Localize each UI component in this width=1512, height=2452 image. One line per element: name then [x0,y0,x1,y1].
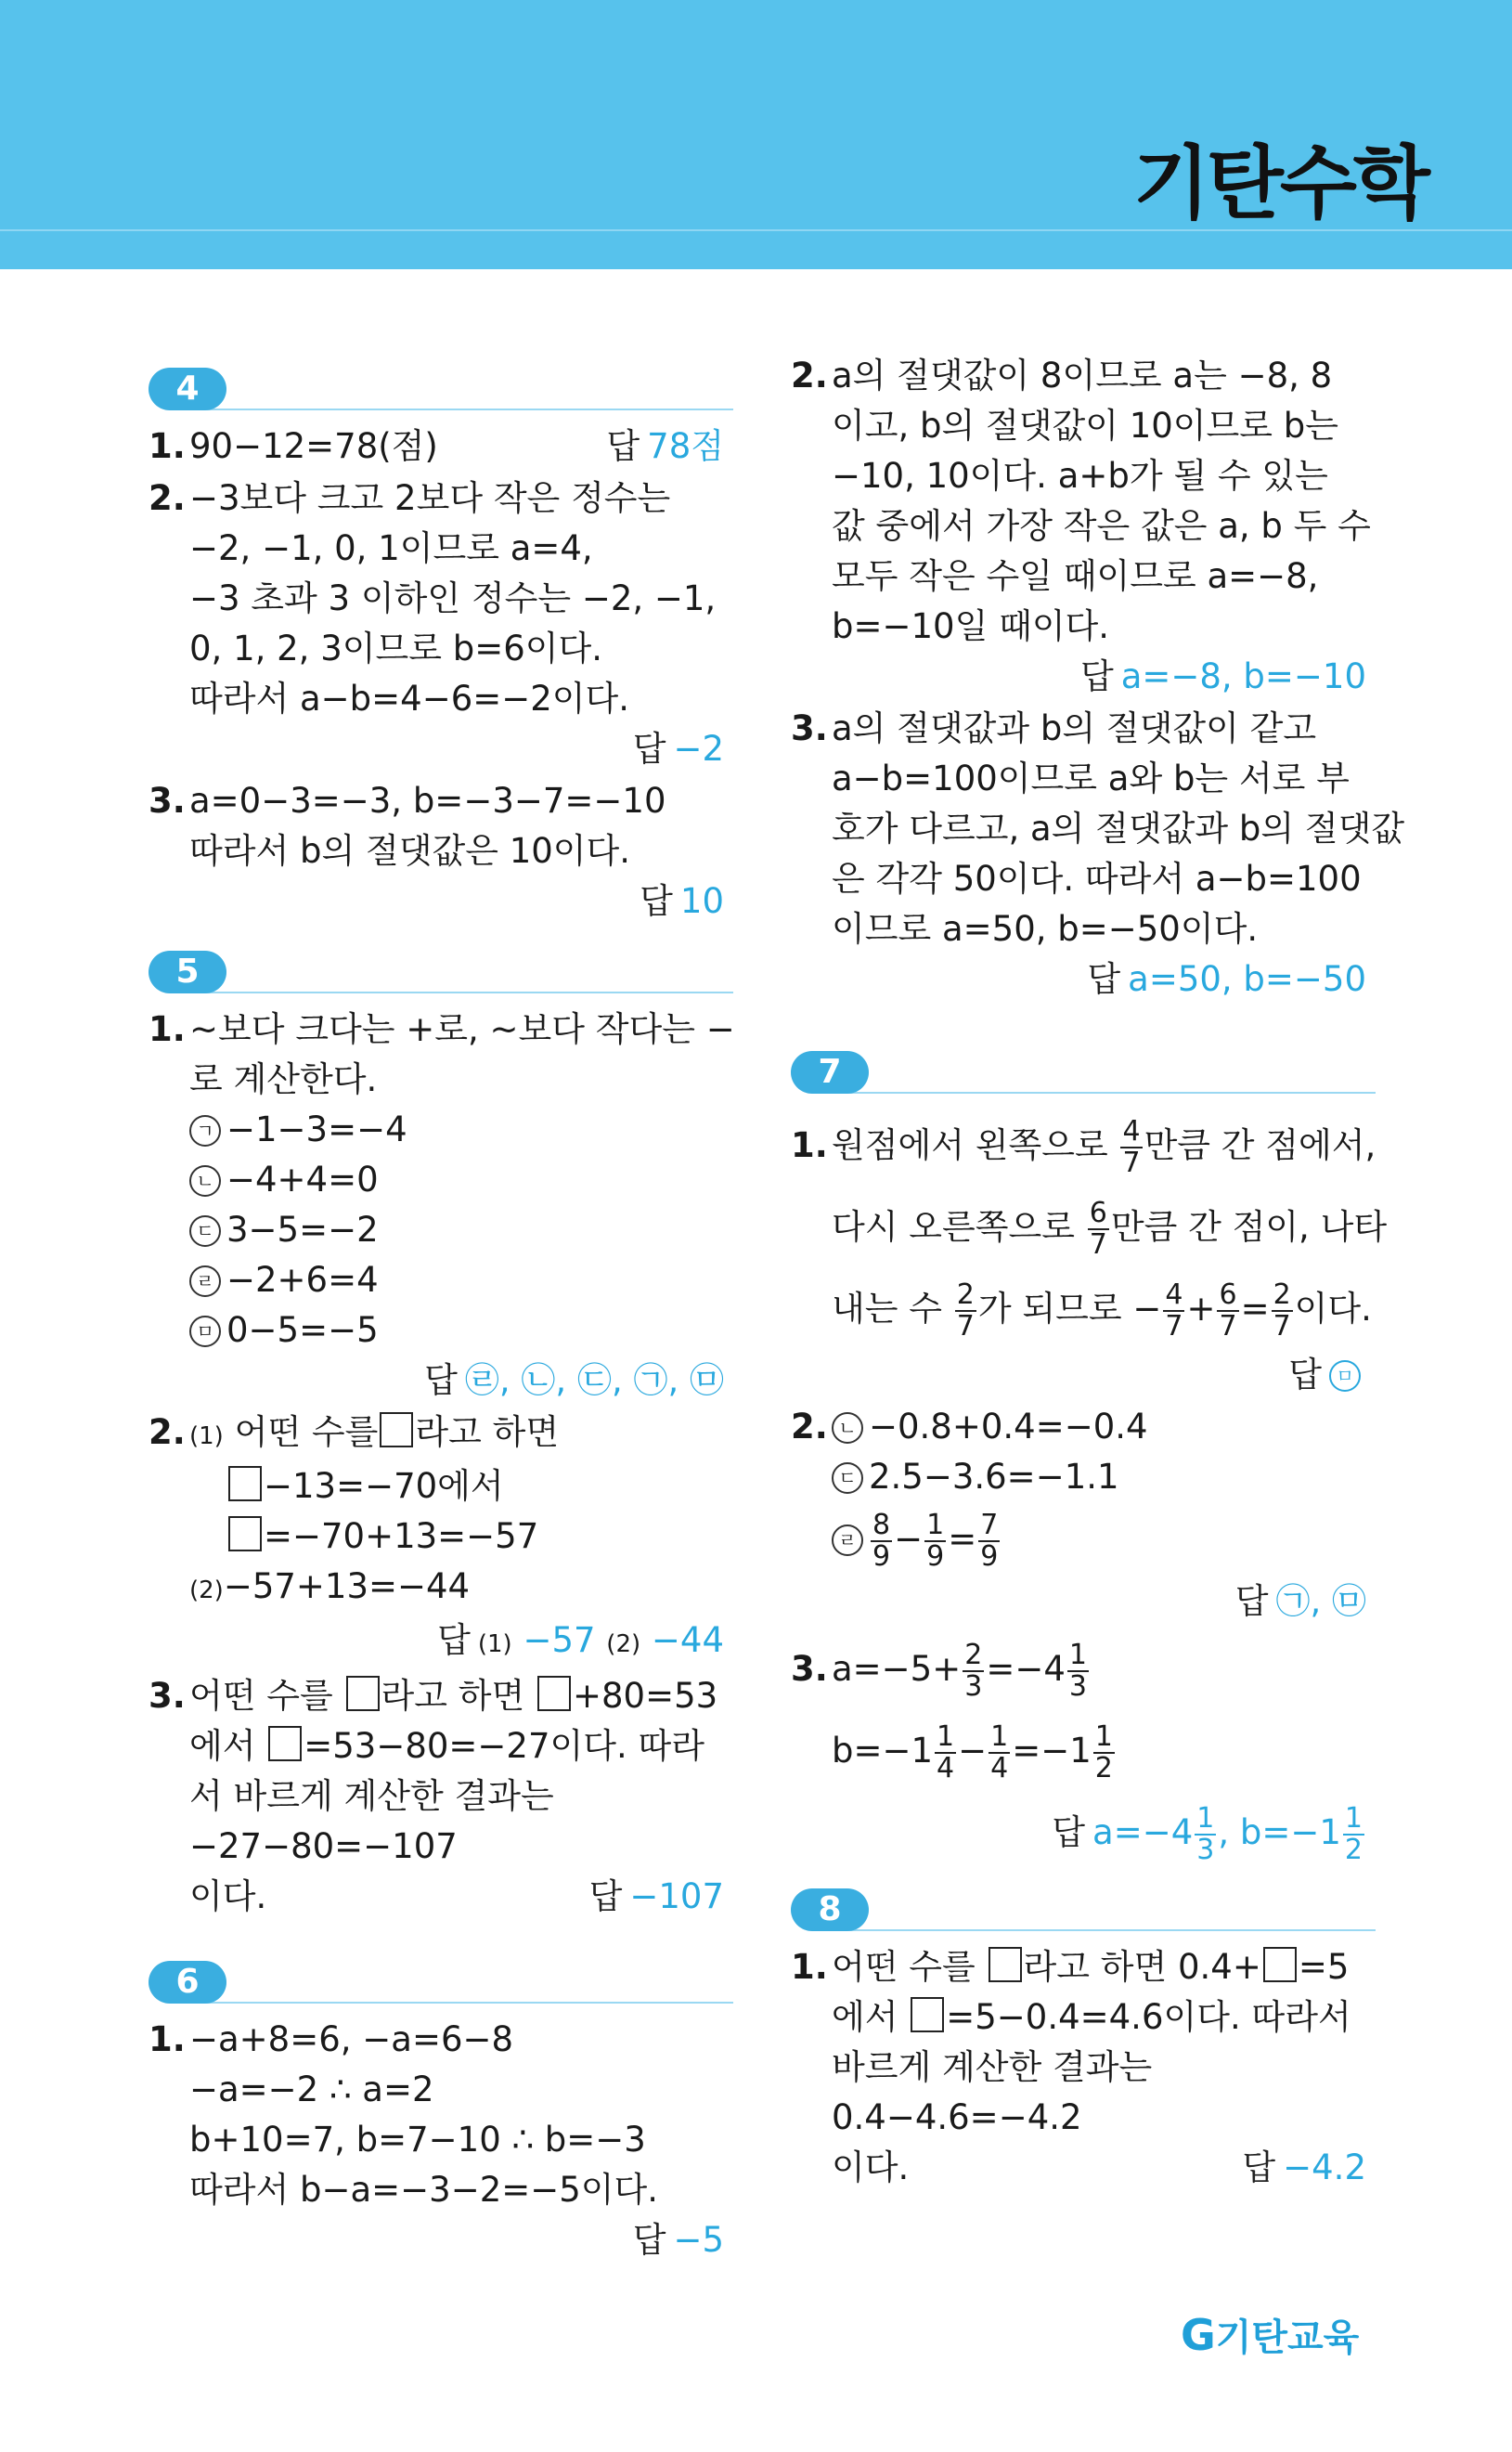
denominator: 7 [1122,1146,1141,1179]
blank-box [911,1997,944,2032]
circled-mark: ㄷ [832,1462,863,1494]
problem-text: 어떤 수를 [189,1676,333,1716]
problem-5-3 [149,1671,724,1922]
denominator: 3 [1068,1669,1087,1703]
blank-box [228,1516,262,1551]
answer-value: −5 [673,2220,724,2260]
section-8-header [791,1883,1366,1939]
item-text: 0−5=−5 [226,1310,379,1350]
problem-number: 1. [791,1947,828,1987]
problem-7-1 [791,1105,1388,1400]
answer-value: ㉠, ㉤ [1275,1581,1366,1621]
answer-label: 답 [606,426,640,466]
numerator: 2 [956,1278,975,1311]
numerator: 4 [1122,1114,1141,1148]
denominator: 4 [937,1751,955,1784]
problem-line: 이므로 a=50, b=−50이다. [832,909,1259,949]
problem-text: 어떤 수를 [234,1412,379,1452]
denominator: 9 [926,1539,945,1573]
answer-label: 답 [1087,959,1121,999]
problem-text: −13=−70에서 [264,1466,504,1506]
problem-line: a의 절댓값과 b의 절댓값이 같고 [832,708,1317,748]
publisher-logo-icon: G [1181,2310,1216,2360]
circled-mark: ㄹ [832,1524,863,1556]
problem-text: +80=53 [573,1676,718,1716]
problem-line: −27−80=−107 [189,1826,458,1866]
denominator: 7 [1219,1309,1237,1343]
problem-number: 2. [791,1407,828,1447]
answer-value: a=−8, b=−10 [1120,656,1366,696]
problem-line: −10, 10이다. a+b가 될 수 있는 [832,456,1328,496]
operator: + [1186,1289,1216,1329]
problem-line: 0.4−4.6=−4.2 [832,2097,1082,2137]
denominator: 7 [956,1309,975,1343]
problem-line: 이고, b의 절댓값이 10이므로 b는 [832,406,1339,446]
problem-number: 3. [791,1649,828,1689]
problem-line: a의 절댓값이 8이므로 a는 −8, 8 [832,356,1333,396]
problem-5-1 [149,1005,735,1406]
operator: = [948,1519,977,1559]
blank-box [537,1676,571,1711]
section-badge: 5 [149,951,226,993]
denominator: 3 [1196,1833,1215,1866]
problem-number: 2. [791,356,828,396]
numerator: 1 [990,1719,1009,1753]
answer-value: −2 [673,729,724,769]
section-divider [828,1929,1376,1931]
item-text: 3−5=−2 [226,1210,379,1250]
problem-text: =53−80=−27이다. 따라 [304,1726,704,1766]
problem-text: =5−0.4=4.6이다. 따라서 [946,1997,1351,2037]
problem-text: a=−5+ [832,1649,962,1689]
problem-text: 에서 [832,1997,898,2037]
answer-label: 답 [1288,1355,1322,1395]
answer [832,954,1366,1005]
denominator: 3 [964,1669,983,1703]
section-7-header [791,1045,1366,1101]
answer-label: 답 [632,2220,666,2260]
problem-text: =−4 [986,1649,1066,1689]
problem-6-1 [149,2015,724,2265]
section-badge: 7 [791,1051,869,1094]
list-item [189,1255,724,1305]
problem-number: 1. [149,1009,186,1049]
answer [832,1576,1366,1627]
circled-mark: ㅁ [189,1316,221,1347]
item-text: −0.8+0.4=−0.4 [869,1407,1148,1447]
problem-text: 원점에서 왼쪽으로 [832,1125,1108,1165]
answer-label: 답 [1052,1812,1086,1852]
fraction [1120,1114,1142,1179]
problem-number: 3. [791,708,828,748]
problem-text: 다시 오른쪽으로 [832,1207,1075,1247]
problem-line: b=−10일 때이다. [832,606,1110,646]
problem-text: 이다. [189,1876,267,1916]
problem-line: 은 각각 50이다. 따라서 a−b=100 [832,859,1362,899]
fraction [1163,1280,1184,1342]
problem-4-3 [149,776,724,927]
brand-logo: 기탄수학 [1132,137,1427,230]
numerator: 1 [1068,1638,1087,1671]
answer-label: 답 [1242,2147,1276,2187]
item-text: −2+6=4 [226,1260,379,1300]
numerator: 1 [1344,1801,1363,1835]
list-item [189,1305,724,1356]
problem-line: b+10=7, b=7−10 ∴ b=−3 [189,2120,646,2160]
answer-label: 답 [588,1876,623,1916]
item-text: 2.5−3.6=−1.1 [869,1457,1119,1497]
problem-line: −3 초과 3 이하인 정수는 −2, −1, [189,578,717,618]
problem-text: 라고 하면 [381,1676,525,1716]
problem-text: 이다. [1294,1289,1372,1329]
problem-text: 어떤 수를 [832,1947,976,1987]
section-divider [186,2002,733,2004]
list-item [189,1205,724,1255]
section-badge: 6 [149,1961,226,2004]
problem-text: 이다. [832,2147,910,2187]
problem-text: 라고 하면 [415,1412,560,1452]
numerator: 8 [872,1508,891,1541]
answer [832,652,1366,702]
fraction [1067,1638,1089,1703]
fraction [924,1508,946,1573]
answer [832,1792,1366,1874]
problem-line: −2, −1, 0, 1이므로 a=4, [189,528,593,568]
problem-number: 1. [149,426,186,466]
answer-label: 답 [632,729,666,769]
problem-number: 2. [149,478,186,518]
list-item [832,1502,1366,1576]
answer-label: 답 [437,1620,471,1660]
problem-text: −57+13=−44 [223,1566,471,1606]
problem-text: 에서 [189,1726,256,1766]
fraction [989,1719,1010,1784]
blank-box [1263,1947,1297,1982]
numerator: 1 [1196,1801,1215,1835]
answer [189,876,724,927]
numerator: 1 [926,1508,945,1541]
answer-value: −57 [523,1620,596,1660]
circled-mark: ㄹ [189,1265,221,1297]
circled-mark: ㄴ [189,1165,221,1197]
answer-label: 답 [1079,656,1114,696]
denominator: 9 [980,1539,999,1573]
section-4-header [149,362,724,418]
problem-text: 내는 수 [832,1289,942,1329]
problem-line: 따라서 a−b=4−6=−2이다. [189,679,630,719]
section-badge: 8 [791,1888,869,1931]
answer-value: 78점 [647,426,724,466]
problem-line: a−b=100이므로 a와 b는 서로 부 [832,759,1350,798]
problem-number: 3. [149,1676,186,1716]
problem-line: 바르게 계산한 결과는 [832,2047,1153,2087]
circled-mark: ㄴ [832,1412,863,1444]
problem-text: 만큼 간 점이, 나타 [1110,1207,1388,1247]
section-5-header [149,945,724,1001]
problem-line: 값 중에서 가장 작은 값은 a, b 두 수 [832,506,1371,546]
circled-mark: ㄱ [189,1115,221,1147]
publisher-name: 기탄교육 [1215,2316,1360,2359]
numerator: 4 [1165,1278,1183,1311]
left-column [149,344,735,2267]
sub-number: (1) [189,1422,224,1450]
blank-box [268,1726,302,1761]
problem-6-3 [791,704,1405,1005]
numerator: 7 [980,1508,999,1541]
problem-line: ~보다 크다는 +로, ~보다 작다는 − [189,1009,735,1049]
problem-line: −a+8=6, −a=6−8 [189,2019,514,2059]
problem-line: −3보다 크고 2보다 작은 정수는 [189,478,671,518]
fraction [935,1719,956,1784]
denominator: 7 [1273,1309,1291,1343]
fraction [1343,1801,1364,1866]
problem-text: 라고 하면 0.4+ [1023,1947,1261,1987]
section-divider [186,992,733,993]
sub-number: (2) [189,1576,224,1604]
numerator: 1 [1094,1719,1113,1753]
answer-label: 답 [1234,1581,1269,1621]
problem-5-2 [149,1408,724,1669]
problem-line: a=0−3=−3, b=−3−7=−10 [189,781,666,821]
section-divider [828,1092,1376,1094]
blank-box [228,1466,262,1501]
problem-8-1 [791,1942,1366,2193]
answer-label: 답 [424,1360,458,1400]
answer-label: 답 [640,881,673,921]
fraction [955,1280,976,1342]
right-column [791,351,1405,2195]
problem-7-3 [791,1628,1366,1874]
problem-line: 따라서 b의 절댓값은 10이다. [189,831,631,871]
numerator: 2 [964,1638,983,1671]
problem-text: =5 [1298,1947,1350,1987]
problem-text: 90−12=78(점) [189,426,438,466]
problem-text: b=−1 [832,1731,934,1771]
section-divider [186,409,733,410]
list-item [832,1452,1366,1502]
blank-box [380,1412,413,1447]
problem-text: =−70+13=−57 [264,1516,539,1556]
problem-line: 0, 1, 2, 3이므로 b=6이다. [189,629,602,668]
list-item [189,1105,724,1155]
answer-value: 10 [679,881,724,921]
answer [189,2215,724,2265]
publisher-logo [1181,2308,1359,2361]
fraction [1093,1719,1115,1784]
answer [189,1615,724,1669]
list-item [832,1402,1366,1452]
fraction [978,1508,1000,1573]
blank-box [989,1947,1022,1982]
fraction [1217,1280,1238,1342]
answer-value: ㉣, ㉡, ㉢, ㉠, ㉤ [464,1360,724,1400]
answer-value: −107 [629,1876,724,1916]
item-text: −4+4=0 [226,1160,379,1200]
operator: − [894,1519,924,1559]
denominator: 9 [872,1539,891,1573]
problem-number: 3. [149,781,186,821]
header-band [0,0,1512,269]
answer-value: a=−4 [1092,1812,1194,1852]
fraction [871,1508,892,1573]
problem-line: −a=−2 ∴ a=2 [189,2069,434,2109]
circled-mark: ㄷ [189,1215,221,1247]
problem-text: 만큼 간 점에서, [1144,1125,1376,1165]
problem-4-1 [149,422,724,472]
problem-line: 따라서 b−a=−3−2=−5이다. [189,2170,659,2210]
answer-value: , b=−1 [1218,1812,1341,1852]
numerator: 1 [937,1719,955,1753]
problem-6-2 [791,351,1371,702]
problem-number: 1. [149,2019,186,2059]
item-text: −1−3=−4 [226,1109,407,1149]
problem-number: 1. [791,1125,828,1165]
fraction [1272,1280,1293,1342]
fraction [963,1638,984,1703]
answer-value: −44 [651,1620,724,1660]
sub-number: (2) [606,1630,641,1658]
problem-text: 가 되므로 − [977,1289,1162,1329]
blank-box [346,1676,380,1711]
problem-text: =−1 [1012,1731,1092,1771]
problem-line: 서 바르게 계산한 결과는 [189,1776,554,1816]
denominator: 2 [1094,1751,1113,1784]
operator: − [958,1731,988,1771]
numerator: 2 [1273,1278,1291,1311]
denominator: 2 [1344,1833,1363,1866]
answer [189,1356,724,1406]
denominator: 4 [990,1751,1009,1784]
problem-number: 2. [149,1412,186,1452]
answer [832,1350,1366,1400]
denominator: 7 [1089,1227,1107,1261]
answer-value: −4.2 [1283,2147,1366,2187]
answer-value: ㅁ [1329,1360,1361,1392]
list-item [189,1155,724,1205]
problem-line: 호가 다르고, a의 절댓값과 b의 절댓값 [832,809,1405,849]
sub-number: (1) [477,1630,512,1658]
answer-value: a=50, b=−50 [1128,959,1366,999]
fraction [1088,1196,1109,1261]
numerator: 6 [1089,1196,1107,1229]
operator: = [1240,1289,1270,1329]
fraction [1195,1801,1216,1866]
denominator: 7 [1165,1309,1183,1343]
answer [189,724,724,774]
numerator: 6 [1219,1278,1237,1311]
section-6-header [149,1955,724,2011]
section-badge: 4 [149,368,226,410]
problem-line: 로 계산한다. [189,1059,378,1099]
problem-4-2 [149,474,724,774]
problem-line: 모두 작은 수일 때이므로 a=−8, [832,556,1319,596]
problem-7-2 [791,1402,1366,1627]
